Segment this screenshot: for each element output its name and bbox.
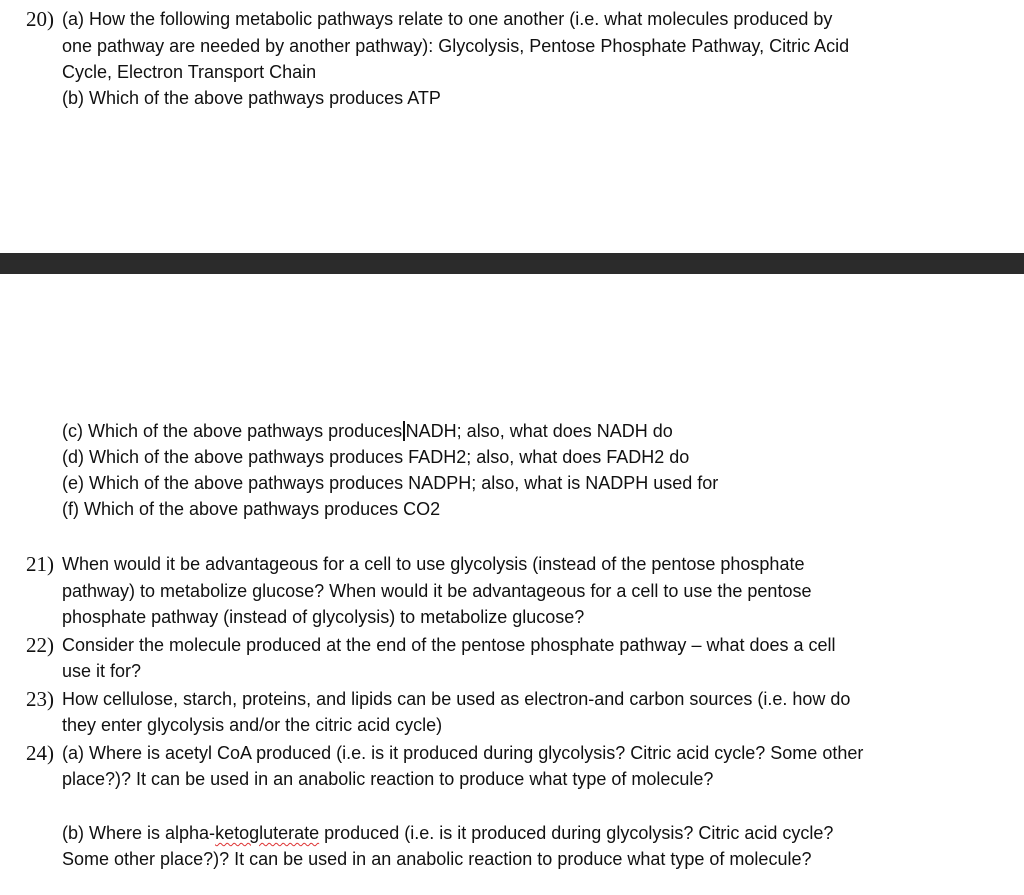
question-20-number: 20) bbox=[26, 7, 54, 31]
question-20c bbox=[62, 420, 673, 442]
question-21-line-2: pathway) to metabolize glucose? When would it be advantageous for a cell to use the pentose bbox=[62, 581, 812, 601]
page-divider bbox=[0, 253, 1024, 274]
question-24a-line-2: place?)? It can be used in an anabolic reaction to produce what type of molecule? bbox=[62, 769, 714, 789]
question-21-line-1: When would it be advantageous for a cell to use glycolysis (instead of the pentose phosphate bbox=[62, 554, 805, 574]
question-22-number: 22) bbox=[26, 633, 54, 657]
question-20c-text-after: NADH; also, what does NADH do bbox=[405, 421, 673, 441]
spellcheck-flagged-word[interactable]: ketogluterate bbox=[215, 823, 320, 843]
question-20a-line-1: (a) How the following metabolic pathways relate to one another (i.e. what molecules produced by bbox=[62, 9, 833, 29]
question-24b-line-1 bbox=[62, 822, 833, 844]
question-24b-text-before: (b) Where is alpha- bbox=[62, 823, 216, 843]
question-23-line-1: How cellulose, starch, proteins, and lipids can be used as electron-and carbon sources (i.e. how do bbox=[62, 689, 851, 709]
question-22-line-2: use it for? bbox=[62, 661, 142, 681]
question-23-number: 23) bbox=[26, 687, 54, 711]
question-20d: (d) Which of the above pathways produces FADH2; also, what does FADH2 do bbox=[62, 447, 690, 467]
question-21-line-3: phosphate pathway (instead of glycolysis) to metabolize glucose? bbox=[62, 607, 585, 627]
question-20a-line-2: one pathway are needed by another pathway): Glycolysis, Pentose Phosphate Pathway, Citric Acid bbox=[62, 36, 850, 56]
question-20f: (f) Which of the above pathways produces CO2 bbox=[62, 499, 441, 519]
question-20c-text-before: (c) Which of the above pathways produces bbox=[62, 421, 403, 441]
question-20e: (e) Which of the above pathways produces NADPH; also, what is NADPH used for bbox=[62, 473, 719, 493]
question-20b: (b) Which of the above pathways produces ATP bbox=[62, 88, 441, 108]
question-22-line-1: Consider the molecule produced at the end of the pentose phosphate pathway – what does a cell bbox=[62, 635, 836, 655]
question-20a-line-3: Cycle, Electron Transport Chain bbox=[62, 62, 317, 82]
question-24a-line-1: (a) Where is acetyl CoA produced (i.e. is it produced during glycolysis? Citric acid cycle? Some other bbox=[62, 743, 864, 763]
question-23-line-2: they enter glycolysis and/or the citric acid cycle) bbox=[62, 715, 443, 735]
question-24-number: 24) bbox=[26, 741, 54, 765]
question-21-number: 21) bbox=[26, 552, 54, 576]
question-24b-text-after: produced (i.e. is it produced during glycolysis? Citric acid cycle? bbox=[319, 823, 834, 843]
text-cursor bbox=[403, 421, 405, 441]
question-24b-line-2: Some other place?)? It can be used in an anabolic reaction to produce what type of molecule? bbox=[62, 849, 812, 869]
